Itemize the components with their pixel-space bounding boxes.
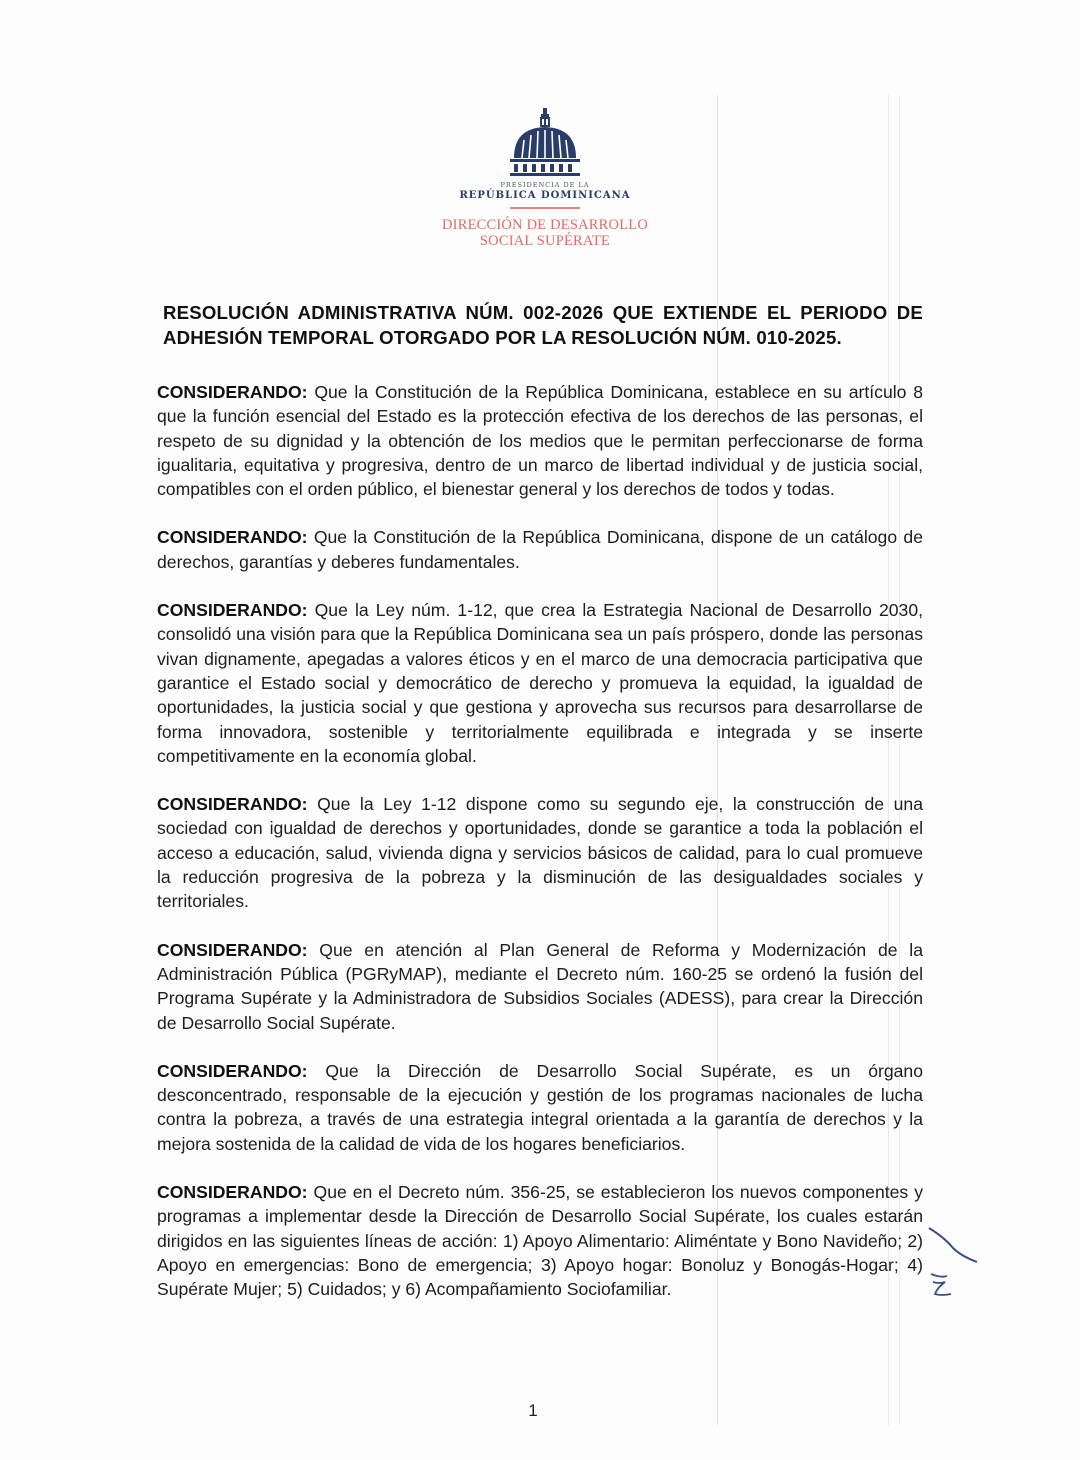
handwritten-initials xyxy=(925,1218,985,1308)
paragraph-lead: CONSIDERANDO: xyxy=(157,794,308,815)
divider xyxy=(510,207,580,209)
page-number: 1 xyxy=(528,1401,538,1420)
paragraph-text: Que la Ley 1-12 dispone como su segundo eje, la construcción de una sociedad con igualdad de derechos y oportunidades, donde se garantice a toda la población el acceso a educación, salud, vivienda digna y servicios básicos de calidad, para lo cual promueve la reducción progresiva de la pobreza y la disminución de las desigualdades sociales y territoriales. xyxy=(157,794,923,912)
paragraph-lead: CONSIDERANDO: xyxy=(157,527,308,548)
considerando-paragraph xyxy=(157,525,923,574)
considerando-paragraph xyxy=(157,380,923,501)
considerando-paragraph xyxy=(157,792,923,913)
paragraph-lead: CONSIDERANDO: xyxy=(157,1182,308,1203)
paragraph-lead: CONSIDERANDO: xyxy=(157,1060,308,1081)
paragraph-text: Que la Dirección de Desarrollo Social Supérate, es un órgano desconcentrado, responsable de la ejecución y gestión de los programas nacionales de lucha contra la pobreza, a través de una estrategia integral orientada a la garantía de derechos y la mejora sostenida de la calidad de vida de los hogares beneficiarios. xyxy=(157,1060,923,1154)
considerando-paragraph xyxy=(157,1180,923,1301)
paragraph-text: Que en el Decreto núm. 356-25, se establecieron los nuevos componentes y programas a implementar desde la Dirección de Desarrollo Social Supérate, los cuales estarán dirigidos en las siguientes líneas de acción: 1) Apoyo Alimentario: Aliméntate y Bono Navideño; 2) Apoyo en emergencias: Bono de emergencia; 3) Apoyo hogar: Bonoluz y Bonogás-Hogar; 4) Supérate Mujer; 5) Cuidados; y 6) Acompañamiento Sociofamiliar. xyxy=(157,1182,923,1300)
paragraph-lead: CONSIDERANDO: xyxy=(157,382,308,402)
presidencia-label: PRESIDENCIA DE LA xyxy=(500,181,590,189)
paragraph-text: Que la Ley núm. 1-12, que crea la Estrategia Nacional de Desarrollo 2030, consolidó una visión para que la República Dominicana sea un país próspero, donde las personas vivan dignamente, apegadas a valores éticos y en el marco de una democracia participativa que garantice el Estado social y democrático de derecho y promueva la equidad, la igualdad de oportunidades, la justicia social y que gestiona y aprovecha sus recursos para desarrollarse de forma innovadora, sostenible y territorialmente equilibrada e integrada y se inserte competitivamente en la economía global. xyxy=(157,600,923,766)
letterhead xyxy=(0,106,1080,249)
paragraph-text: Que en atención al Plan General de Reforma y Modernización de la Administración Pública (PGRyMAP), mediante el Decreto núm. 160-25 se ordenó la fusión del Programa Supérate y la Administradora de Subsidios Sociales (ADESS), para crear la Dirección de Desarrollo Social Supérate. xyxy=(157,939,923,1033)
paragraph-text: Que la Constitución de la República Dominicana, dispone de un catálogo de derechos, garantías y deberes fundamentales. xyxy=(157,527,923,572)
considerando-paragraph xyxy=(157,1059,923,1156)
considerando-paragraph xyxy=(157,938,923,1035)
considerando-paragraph xyxy=(157,598,923,768)
paragraph-lead: CONSIDERANDO: xyxy=(157,939,308,960)
agency-name-line2: SOCIAL SUPÉRATE xyxy=(479,233,611,249)
paragraph-text: Que la Constitución de la República Dominicana, establece en su artículo 8 que la función esencial del Estado es la protección efectiva de los derechos de las personas, el respeto de su dignidad y la obtención de los medios que le permitan perfeccionarse de forma igualitaria, equitativa y progresiva, dentro de un marco de libertad individual y de justicia social, compatibles con el orden público, el bienestar general y los derechos de todos y todas. xyxy=(157,382,923,500)
agency-name-line1: DIRECCIÓN DE DESARROLLO xyxy=(442,217,648,233)
national-palace-dome-icon xyxy=(495,106,595,178)
paragraph-lead: CONSIDERANDO: xyxy=(157,600,308,621)
republica-label: REPÚBLICA DOMINICANA xyxy=(459,190,631,201)
resolution-title: RESOLUCIÓN ADMINISTRATIVA NÚM. 002-2026 QUE EXTIENDE EL PERIODO DE ADHESIÓN TEMPORAL OTORGADO POR LA RESOLUCIÓN NÚM. 010-2025. xyxy=(163,302,923,348)
document-body xyxy=(157,300,923,1326)
